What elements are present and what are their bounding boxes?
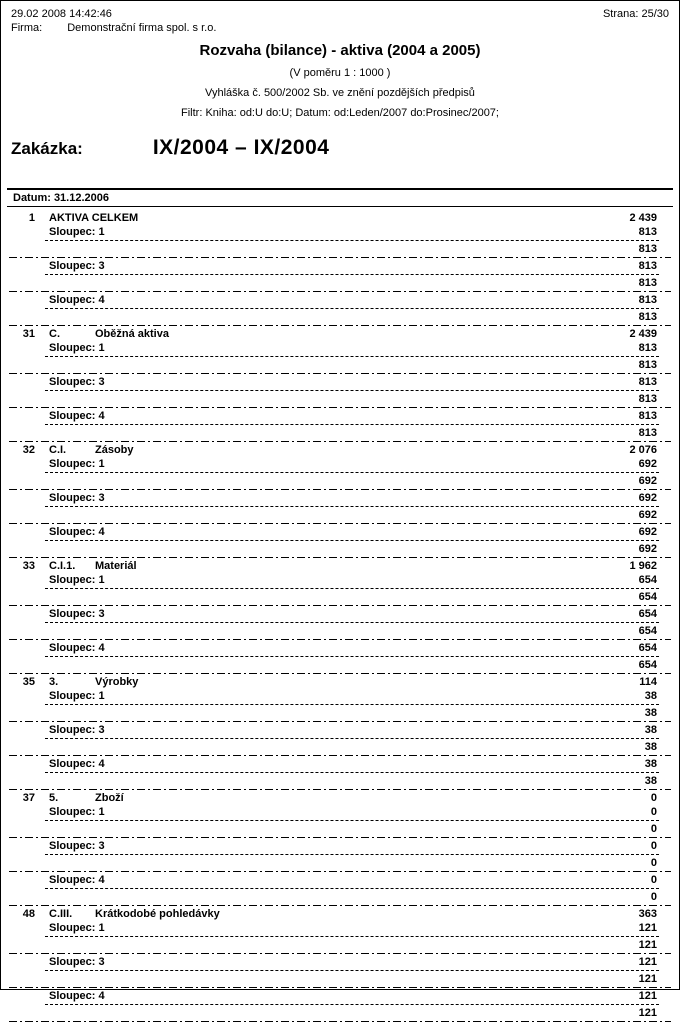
section-number: 48 [22,908,35,920]
column-label-row [1,989,679,1003]
dash-dot-separator [9,557,671,558]
column-block [1,293,679,326]
column-value: 121 [638,922,657,934]
section-header-row [1,443,679,457]
column-subvalue-row [1,856,679,870]
column-label-row [1,259,679,273]
column-value-below: 813 [638,393,657,405]
section-header-row [1,211,679,225]
column-label-row [1,491,679,505]
column-label: Sloupec: 4 [49,990,105,1002]
section-header-row [1,907,679,921]
column-block [1,573,679,606]
column-label: Sloupec: 1 [49,690,105,702]
column-subvalue-row [1,590,679,604]
column-label: Sloupec: 3 [49,956,105,968]
column-subvalue-row [1,972,679,986]
column-subvalue-row [1,822,679,836]
column-subvalue-row [1,706,679,720]
column-label-row [1,225,679,239]
section-total: 1 962 [629,560,657,572]
column-label: Sloupec: 1 [49,922,105,934]
dashed-separator [45,704,659,705]
column-label: Sloupec: 3 [49,608,105,620]
dashed-separator [45,274,659,275]
column-subvalue-row [1,740,679,754]
section-name: Krátkodobé pohledávky [95,908,220,920]
column-block [1,757,679,790]
column-value: 813 [638,410,657,422]
column-value: 813 [638,226,657,238]
dashed-separator [45,1004,659,1005]
section-name: Oběžná aktiva [95,328,169,340]
section-code: 5. [49,792,59,804]
column-label-row [1,921,679,935]
section-total: 2 439 [629,328,657,340]
column-block [1,607,679,640]
column-label: Sloupec: 1 [49,806,105,818]
column-block [1,375,679,408]
column-label-row [1,573,679,587]
column-subvalue-row [1,276,679,290]
column-value: 0 [650,874,657,886]
column-value: 692 [638,492,657,504]
column-subvalue-row [1,358,679,372]
section-number: 35 [22,676,35,688]
section-code: C.I. [49,444,67,456]
section-code: C.I.1. [49,560,76,572]
column-value-below: 0 [650,857,657,869]
column-block [1,955,679,988]
section-header-row [1,327,679,341]
column-label-row [1,873,679,887]
section-code: C. [49,328,60,340]
ratio-note: (V poměru 1 : 1000 ) [289,67,391,79]
column-label-row [1,293,679,307]
section-number: 32 [22,444,35,456]
dashed-separator [45,240,659,241]
column-value-below: 813 [638,277,657,289]
report-section [1,791,679,906]
filter-line: Filtr: Kniha: od:U do:U; Datum: od:Leden/2007 do:Prosinec/2007; [181,107,499,119]
column-block [1,457,679,490]
section-name: Materiál [95,560,137,572]
dash-dot-separator [9,407,671,408]
column-subvalue-row [1,938,679,952]
sections-list [1,211,679,1022]
dash-dot-separator [9,953,671,954]
section-code: 3. [49,676,59,688]
column-value-below: 38 [644,775,657,787]
column-label: Sloupec: 4 [49,526,105,538]
column-subvalue-row [1,658,679,672]
column-subvalue-row [1,310,679,324]
column-block [1,689,679,722]
dashed-separator [45,936,659,937]
print-datetime: 29.02 2008 14:42:46 [11,8,112,20]
order-value: IX/2004 – IX/2004 [152,136,330,159]
dash-dot-separator [9,987,671,988]
order-row [11,136,669,164]
column-value: 692 [638,526,657,538]
dashed-separator [45,472,659,473]
column-block [1,491,679,524]
section-total: 0 [650,792,657,804]
column-value-below: 813 [638,427,657,439]
column-value-below: 692 [638,475,657,487]
column-label: Sloupec: 4 [49,642,105,654]
dashed-separator [45,888,659,889]
dash-dot-separator [9,373,671,374]
report-header [1,1,679,164]
dashed-separator [45,356,659,357]
column-value: 38 [644,690,657,702]
column-value: 654 [638,642,657,654]
section-code: C.III. [49,908,73,920]
date-separator-line [7,206,673,207]
column-value-below: 692 [638,543,657,555]
column-value-below: 654 [638,591,657,603]
dashed-separator [45,622,659,623]
column-value-below: 121 [638,1007,657,1019]
dashed-separator [45,820,659,821]
column-subvalue-row [1,474,679,488]
report-section [1,675,679,790]
column-value-below: 38 [644,707,657,719]
section-header-row [1,675,679,689]
column-value-below: 813 [638,243,657,255]
section-name: Zásoby [95,444,134,456]
column-value: 0 [650,806,657,818]
section-number: 37 [22,792,35,804]
column-value: 813 [638,260,657,272]
section-name: AKTIVA CELKEM [49,212,139,224]
column-value: 654 [638,574,657,586]
column-label-row [1,375,679,389]
section-total: 363 [638,908,657,920]
dash-dot-separator [9,673,671,674]
report-title: Rozvaha (bilance) - aktiva (2004 a 2005) [199,42,481,59]
column-label-row [1,955,679,969]
section-header-row [1,559,679,573]
column-label: Sloupec: 4 [49,758,105,770]
column-value-below: 654 [638,659,657,671]
section-number: 1 [28,212,35,224]
dash-dot-separator [9,523,671,524]
section-header-row [1,791,679,805]
dash-dot-separator [9,257,671,258]
column-block [1,805,679,838]
column-value-below: 0 [650,823,657,835]
column-block [1,723,679,756]
column-label: Sloupec: 1 [49,458,105,470]
dashed-separator [45,506,659,507]
dash-dot-separator [9,721,671,722]
dash-dot-separator [9,441,671,442]
column-label-row [1,689,679,703]
column-subvalue-row [1,1006,679,1020]
column-label: Sloupec: 4 [49,294,105,306]
column-block [1,839,679,872]
column-value-below: 813 [638,311,657,323]
column-label-row [1,409,679,423]
dash-dot-separator [9,605,671,606]
report-date: Datum: 31.12.2006 [13,192,109,204]
column-value: 38 [644,724,657,736]
column-block [1,409,679,442]
dashed-separator [45,390,659,391]
dashed-separator [45,772,659,773]
column-value-below: 121 [638,973,657,985]
report-section [1,907,679,1022]
dash-dot-separator [9,291,671,292]
column-block [1,873,679,906]
section-number: 31 [22,328,35,340]
column-block [1,525,679,558]
column-value: 121 [638,990,657,1002]
dashed-separator [45,970,659,971]
column-value-below: 0 [650,891,657,903]
column-block [1,989,679,1022]
dash-dot-separator [9,489,671,490]
column-subvalue-row [1,508,679,522]
column-value: 38 [644,758,657,770]
section-name: Zboží [95,792,124,804]
section-total: 2 439 [629,212,657,224]
column-label-row [1,641,679,655]
report-section [1,559,679,674]
firm-row [11,21,669,35]
dashed-separator [45,656,659,657]
column-label-row [1,757,679,771]
column-label-row [1,839,679,853]
column-block [1,225,679,258]
column-block [1,641,679,674]
dashed-separator [45,540,659,541]
dash-dot-separator [9,325,671,326]
report-section [1,327,679,442]
column-label: Sloupec: 3 [49,840,105,852]
dashed-separator [45,588,659,589]
dashed-separator [45,308,659,309]
firm-name: Demonstrační firma spol. s r.o. [67,22,217,34]
column-label: Sloupec: 4 [49,874,105,886]
column-value: 813 [638,294,657,306]
column-label: Sloupec: 1 [49,574,105,586]
decree-note: Vyhláška č. 500/2002 Sb. ve znění pozdějších předpisů [205,87,475,99]
column-subvalue-row [1,774,679,788]
column-value-below: 654 [638,625,657,637]
section-number: 33 [22,560,35,572]
column-label-row [1,525,679,539]
dash-dot-separator [9,871,671,872]
column-label: Sloupec: 3 [49,724,105,736]
column-label: Sloupec: 4 [49,410,105,422]
column-block [1,259,679,292]
column-block [1,341,679,374]
firm-label: Firma: [11,22,43,34]
section-name: Výrobky [95,676,139,688]
column-value: 813 [638,376,657,388]
dash-dot-separator [9,789,671,790]
dash-dot-separator [9,755,671,756]
column-subvalue-row [1,242,679,256]
report-section [1,443,679,558]
header-top-row [11,7,669,21]
column-value-below: 813 [638,359,657,371]
dashed-separator [45,738,659,739]
column-label: Sloupec: 3 [49,492,105,504]
column-value-below: 692 [638,509,657,521]
column-label: Sloupec: 3 [49,260,105,272]
section-total: 2 076 [629,444,657,456]
column-subvalue-row [1,542,679,556]
dashed-separator [45,854,659,855]
dash-dot-separator [9,837,671,838]
dash-dot-separator [9,905,671,906]
column-value: 654 [638,608,657,620]
section-total: 114 [639,676,657,688]
column-value: 0 [650,840,657,852]
order-label: Zakázka: [11,139,83,158]
column-subvalue-row [1,890,679,904]
page-number: Strana: 25/30 [602,8,669,20]
column-block [1,921,679,954]
column-subvalue-row [1,392,679,406]
column-label-row [1,723,679,737]
column-subvalue-row [1,624,679,638]
column-label-row [1,457,679,471]
dash-dot-separator [9,639,671,640]
column-label: Sloupec: 1 [49,226,105,238]
column-value: 692 [638,458,657,470]
column-label-row [1,341,679,355]
column-value: 813 [638,342,657,354]
column-value-below: 121 [638,939,657,951]
column-value-below: 38 [644,741,657,753]
column-label-row [1,805,679,819]
report-section [1,211,679,326]
column-label: Sloupec: 3 [49,376,105,388]
column-value: 121 [638,956,657,968]
column-subvalue-row [1,426,679,440]
dashed-separator [45,424,659,425]
column-label-row [1,607,679,621]
column-label: Sloupec: 1 [49,342,105,354]
